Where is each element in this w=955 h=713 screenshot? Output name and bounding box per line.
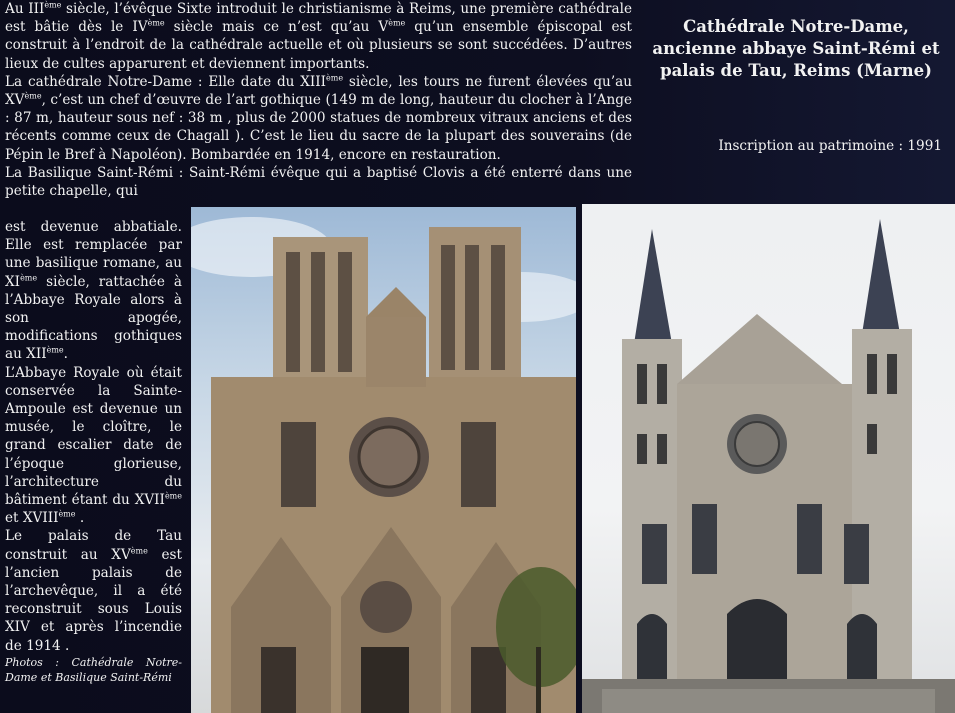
inscription-year: Inscription au patrimoine : 1991 xyxy=(718,138,942,154)
photo-caption: Photos : Cathédrale Notre-Dame et Basilique Saint-Rémi xyxy=(5,655,182,684)
page-title: Cathédrale Notre-Dame, ancienne abbaye Saint-Rémi et palais de Tau, Reims (Marne) xyxy=(652,17,940,80)
intro-paragraph-history: Au IIIème siècle, l’évêque Sixte introduit le christianisme à Reims, une première cathédrale est bâtie dès le IVème siècle mais ce n’est qu’au Vème qu’un ensemble épiscopal est construit à l’endroit de la cathédrale actuelle et où plusieurs se sont succédées. D’autres lieux de cultes apparurent et deviennent importants. xyxy=(5,0,632,72)
side-paragraph-palais-tau: Le palais de Tau construit au XVème est l’ancien palais de l’archevêque, il a été reconstruit sous Louis XIV et après l’incendie de 1914 . xyxy=(5,528,182,654)
saint-remi-illustration xyxy=(582,204,955,713)
notre-dame-photo xyxy=(191,207,576,713)
saint-remi-photo xyxy=(582,204,955,713)
intro-paragraph-notre-dame: La cathédrale Notre-Dame : Elle date du XIIIème siècle, les tours ne furent élevées qu’au XVème, c’est un chef d’œuvre de l’art gothique (149 m de long, hauteur du clocher à l’Ange : 87 m, hauteur sous nef : 38 m , plus de 2000 statues de nombreux vitraux anciens et des récents comme ceux de Chagall ). C’est le lieu du sacre de la plupart des souverains (de Pépin le Bref à Napoléon). Bombardée en 1914, encore en restauration. xyxy=(5,73,632,163)
side-text xyxy=(5,218,182,685)
side-paragraph-abbaye: L’Abbaye Royale où était conservée la Sainte-Ampoule est devenue un musée, le cloître, le grand escalier date de l’époque glorieuse, l’architecture du bâtiment étant du XVIIème et XVIIIème . xyxy=(5,364,182,527)
intro-paragraph-saint-remi: La Basilique Saint-Rémi : Saint-Rémi évêque qui a baptisé Clovis a été enterré dans une petite chapelle, qui xyxy=(5,164,632,200)
notre-dame-illustration xyxy=(191,207,576,713)
intro-text xyxy=(5,0,632,200)
side-paragraph-basilique: est devenue abbatiale. Elle est remplacée par une basilique romane, au XIème siècle, rattachée à l’Abbaye Royale alors à son apogée, modifications gothiques au XIIème. xyxy=(5,219,182,363)
